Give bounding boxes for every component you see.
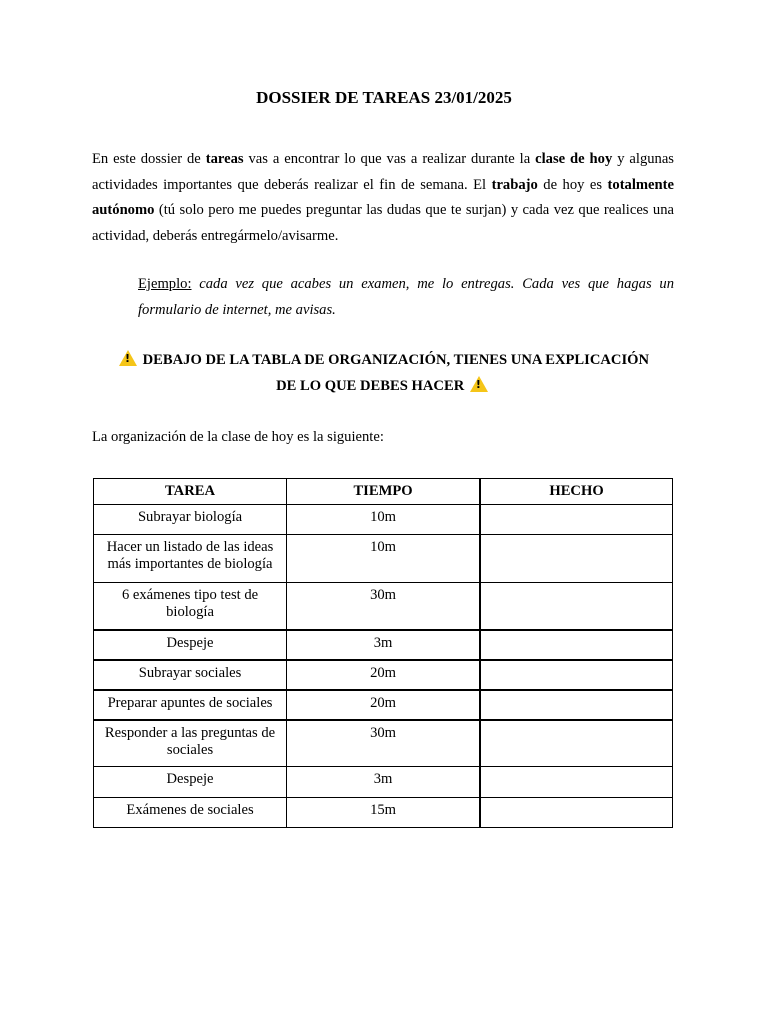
table-row [94,690,673,720]
time-cell: 15m [287,798,480,828]
task-cell: Subrayar sociales [94,660,287,690]
time-cell: 20m [287,660,480,690]
task-cell: Despeje [94,767,287,798]
task-table [93,478,673,828]
column-header-done: HECHO [480,479,672,505]
table-row [94,535,673,583]
done-cell[interactable] [480,630,672,660]
table-row [94,720,673,767]
task-cell: Subrayar biología [94,505,287,535]
example-text: cada vez que acabes un examen, me lo entregas. Cada ves que hagas un formulario de internet, me avisas. [138,276,674,318]
task-cell: Preparar apuntes de sociales [94,690,287,720]
column-header-time: TIEMPO [287,479,480,505]
intro-paragraph [92,147,674,249]
intro-text: En este dossier de [92,151,206,167]
task-cell: 6 exámenes tipo test de biología [94,583,287,630]
warning-icon [470,376,488,392]
intro-bold: trabajo [491,176,538,193]
warning-notice [92,348,674,399]
intro-text: y algunas actividades importantes que deberás realizar el fin de semana. El [92,151,674,193]
time-cell: 10m [287,505,480,535]
time-cell: 30m [287,583,480,630]
task-cell: Despeje [94,630,287,660]
document-title: DOSSIER DE TAREAS 23/01/2025 [256,88,512,107]
task-cell: Exámenes de sociales [94,798,287,828]
intro-text: de hoy es [537,176,608,193]
done-cell[interactable] [480,660,672,690]
done-cell[interactable] [480,505,672,535]
intro-bold: tareas [205,151,244,167]
table-header-row [94,479,673,505]
done-cell[interactable] [480,798,672,828]
table-row [94,583,673,630]
table-row [94,767,673,798]
time-cell: 10m [287,535,480,583]
example-label: Ejemplo: [138,276,192,292]
intro-bold: clase de hoy [535,151,613,167]
task-cell: Hacer un listado de las ideas más importantes de biología [94,535,287,583]
task-cell: Responder a las preguntas de sociales [94,720,287,767]
time-cell: 20m [287,690,480,720]
column-header-task: TAREA [94,479,287,505]
warning-icon [119,350,137,366]
table-row [94,798,673,828]
time-cell: 3m [287,767,480,798]
intro-bold: totalmente autónomo [92,176,674,218]
warning-line-2: DE LO QUE DEBES HACER [276,377,468,394]
done-cell[interactable] [480,690,672,720]
done-cell[interactable] [480,583,672,630]
warning-line-1: DEBAJO DE LA TABLA DE ORGANIZACIÓN, TIENES UNA EXPLICACIÓN [138,352,650,368]
table-row [94,630,673,660]
time-cell: 3m [287,630,480,660]
done-cell[interactable] [480,535,672,583]
done-cell[interactable] [480,767,672,798]
intro-text: (tú solo pero me puedes preguntar las dudas que te surjan) y cada vez que realices una actividad, deberás entregármelo/avisarme. [92,202,674,244]
example-paragraph [138,272,674,323]
table-row [94,660,673,690]
table-row [94,505,673,535]
organization-intro: La organización de la clase de hoy es la siguiente: [92,429,384,445]
intro-text: vas a encontrar lo que vas a realizar durante la [243,151,536,167]
time-cell: 30m [287,720,480,767]
done-cell[interactable] [480,720,672,767]
